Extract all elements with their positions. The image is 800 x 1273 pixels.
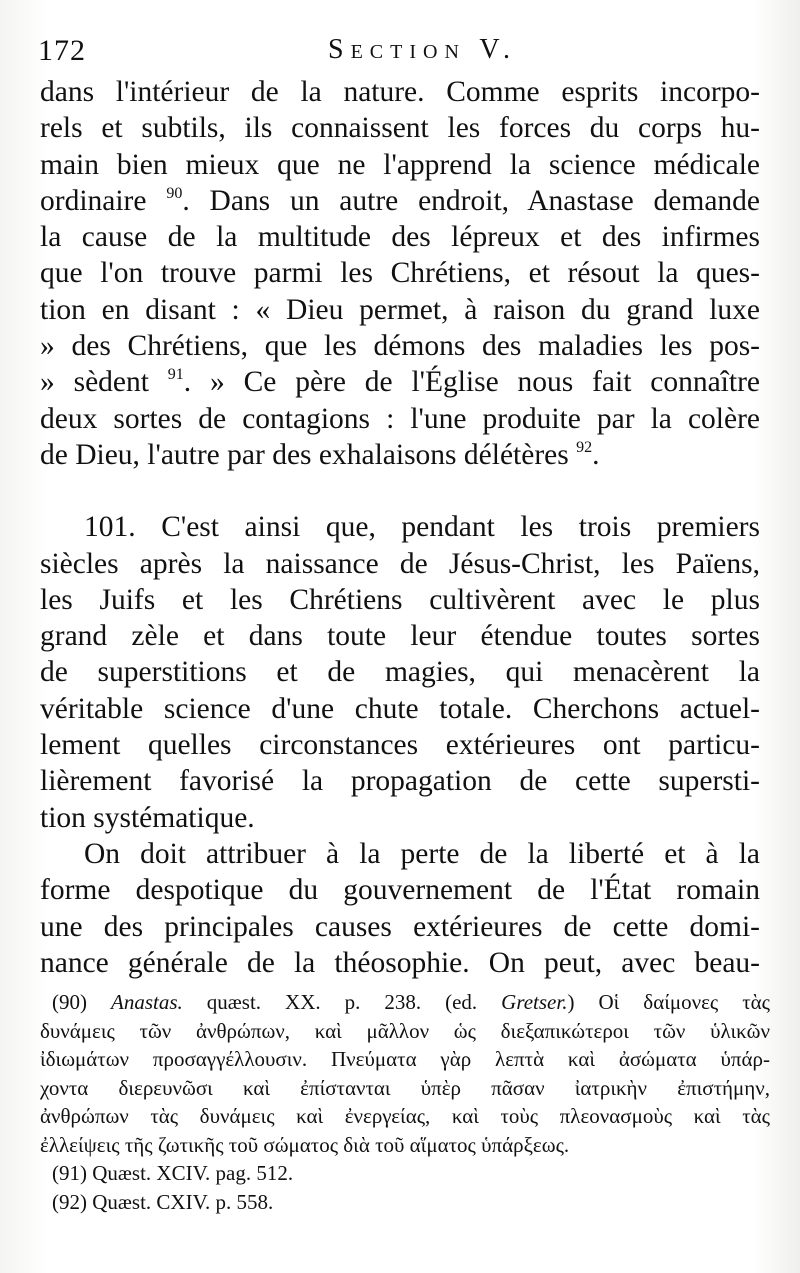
paragraph-gap [40, 473, 760, 509]
text-line: une des principales causes extérieures de cette domi- [40, 910, 760, 943]
text-line: On doit attribuer à la perte de la liberté et à la [84, 837, 760, 870]
footnote-92 [40, 1188, 770, 1217]
text-line: 101. C'est ainsi que, pendant les trois premiers [84, 511, 760, 544]
footnote-text: Quæst. XCIV. pag. 512. [92, 1161, 294, 1185]
text-fragment: . [592, 438, 600, 471]
footnote-label: (90) [52, 990, 87, 1014]
text-line: grand zèle et dans toute leur étendue toutes sortes [40, 620, 760, 653]
text-line: » des Chrétiens, que les démons des maladies les pos- [40, 330, 760, 363]
footnote-label: (91) [52, 1161, 87, 1185]
footnote-label: (92) [52, 1189, 87, 1214]
footnote-author: Anastas. [111, 990, 183, 1014]
footnote-ref-text: quæst. XX. p. 238. (ed. [206, 990, 478, 1014]
footnotes [40, 988, 770, 1216]
text-line: deux sortes de contagions : l'une produite par la colère [40, 402, 760, 435]
footnote-text: Quæst. CXIV. p. 558. [92, 1189, 274, 1214]
text-line: la cause de la multitude des lépreux et des infirmes [40, 221, 760, 254]
page-number: 172 [38, 34, 86, 67]
footnote-editor: Gretser. [501, 990, 568, 1014]
greek-line: δυνάμεις τῶν ἀνθρώπων, καὶ μᾶλλον ὡς διεξαπικώτεροι τῶν ὑλικῶν [40, 1018, 770, 1043]
text-line: lièrement favorisé la propagation de cette supersti- [40, 765, 760, 798]
text-line: nance générale de la théosophie. On peut, avec beau- [40, 946, 760, 979]
text-line: dans l'intérieur de la nature. Comme esprits incorpo- [40, 76, 760, 108]
footnote-ref: 91 [167, 366, 184, 384]
text-line: lement quelles circonstances extérieures ont particu- [40, 729, 760, 762]
footnote-91 [40, 1159, 770, 1188]
text-line: véritable science d'une chute totale. Cherchons actuel- [40, 692, 760, 725]
body-text [40, 74, 760, 981]
text-fragment: de Dieu, l'autre par des exhalaisons délétères [40, 438, 569, 471]
text-line: les Juifs et les Chrétiens cultivèrent avec le plus [40, 583, 760, 616]
text-line: rels et subtils, ils connaissent les forces du corps hu- [40, 112, 760, 145]
text-fragment: . » Ce père de l'Église nous fait connaître [183, 366, 760, 399]
text-line: main bien mieux que ne l'apprend la science médicale [40, 148, 760, 181]
text-line: tion systématique. [40, 801, 255, 834]
text-fragment: . Dans un autre endroit, Anastase demande [182, 184, 761, 217]
text-line: que l'on trouve parmi les Chrétiens, et résout la ques- [40, 257, 760, 290]
footnote-ref: 90 [166, 184, 183, 202]
text-line [40, 437, 760, 473]
footnote-90-line: (90) Anastas. quæst. XX. p. 238. (ed. Gretser.) Οἱ δαίμονες τὰς [52, 990, 770, 1014]
text-line [40, 364, 760, 400]
greek-text: Οἱ δαίμονες τὰς [598, 990, 770, 1014]
running-head [38, 32, 778, 72]
text-fragment: » sèdent [40, 366, 149, 399]
text-line: tion en disant : « Dieu permet, à raison du grand luxe [40, 293, 760, 326]
text-line: de superstitions et de magies, qui menacèrent la [40, 656, 760, 689]
text-line: siècles après la naissance de Jésus-Christ, les Païens, [40, 547, 760, 580]
greek-line: ἰδιωμάτων προσαγγέλλουσιν. Πνεύματα γὰρ λεπτὰ καὶ ἀσώματα ὑπάρ- [40, 1047, 770, 1071]
text-line [40, 183, 760, 219]
text-fragment: ordinaire [40, 184, 147, 217]
greek-line: ἀνθρώπων τὰς δυνάμεις καὶ ἐνεργείας, καὶ τοὺς πλεονασμοὺς καὶ τὰς [40, 1104, 770, 1128]
greek-line: χοντα διερευνῶσι καὶ ἐπίστανται ὑπὲρ πᾶσαν ἰατρικὴν ἐπιστήμην, [40, 1075, 770, 1100]
text-line: forme despotique du gouvernement de l'État romain [40, 874, 760, 907]
footnote-ref: 92 [576, 438, 593, 456]
section-title: Section V. [328, 34, 517, 65]
greek-line: ἐλλείψεις τῆς ζωτικῆς τοῦ σώματος διὰ τοῦ αἵματος ὑπάρξεως. [40, 1132, 570, 1157]
